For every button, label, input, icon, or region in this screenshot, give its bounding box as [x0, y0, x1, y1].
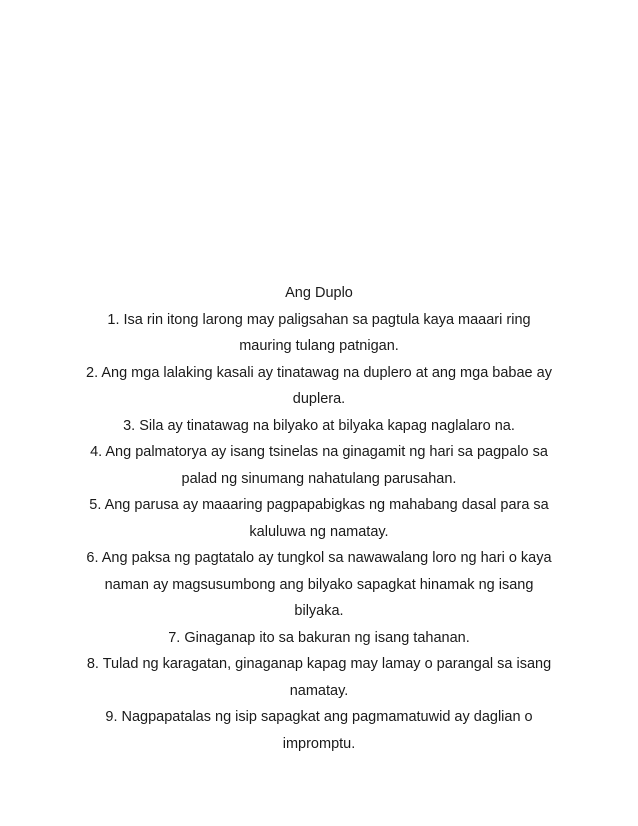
document-body: [80, 280, 558, 757]
list-item: 7. Ginaganap ito sa bakuran ng isang tahanan.: [168, 629, 470, 646]
list-item: 8. Tulad ng karagatan, ginaganap kapag may lamay o parangal sa isang namatay.: [86, 656, 552, 699]
list-item: 1. Isa rin itong larong may paligsahan sa pagtula kaya maaari ring mauring tulang patnigan.: [107, 311, 531, 354]
document-title: Ang Duplo: [285, 285, 353, 301]
list-item: 6. Ang paksa ng pagtatalo ay tungkol sa nawawalang loro ng hari o kaya naman ay magsusumbong ang bilyako sapagkat hinamak ng isang bilyaka.: [86, 550, 552, 619]
list-item: 3. Sila ay tinatawag na bilyako at bilyaka kapag naglalaro na.: [123, 417, 515, 434]
list-item: 2. Ang mga lalaking kasali ay tinatawag na duplero at ang mga babae ay duplera.: [86, 364, 552, 407]
list-item: 4. Ang palmatorya ay isang tsinelas na ginagamit ng hari sa pagpalo sa palad ng sinumang nahatulang parusahan.: [90, 444, 548, 487]
list-item: 9. Nagpapatalas ng isip sapagkat ang pagmamatuwid ay daglian o impromptu.: [105, 709, 533, 752]
list-item: 5. Ang parusa ay maaaring pagpapabigkas ng mahabang dasal para sa kaluluwa ng namatay.: [89, 497, 549, 540]
